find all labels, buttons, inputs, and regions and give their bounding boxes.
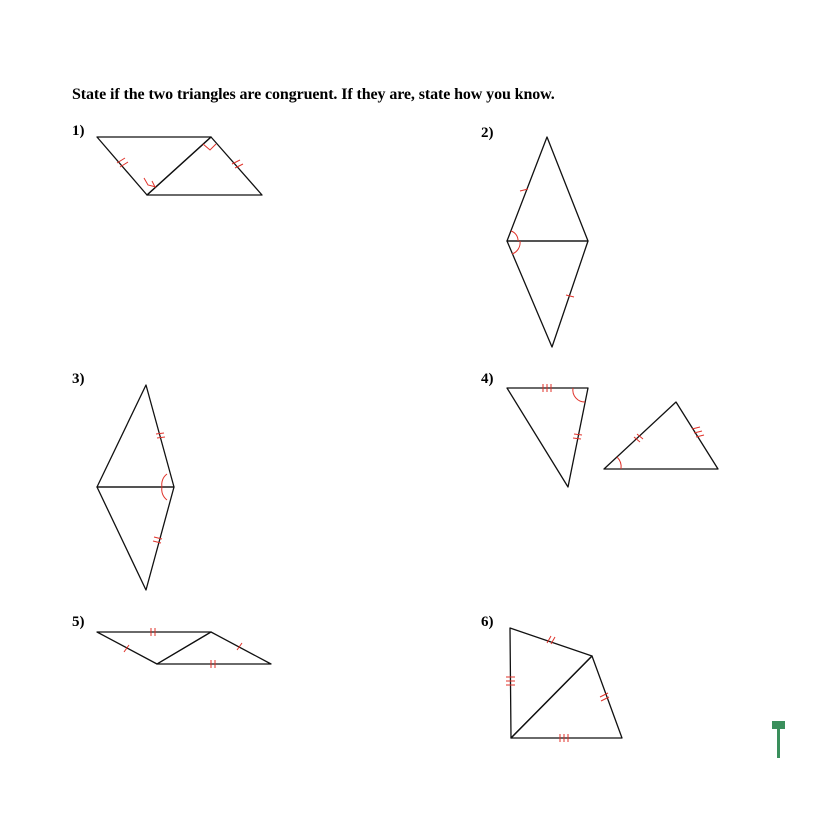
figure-3-marks [153,433,167,543]
problem-number-1: 1) [72,123,85,139]
figure-6-triangle-b [511,656,622,738]
problem-number-6: 6) [481,614,494,630]
figure-3-triangle-top [97,385,174,487]
figure-2-triangle-top [507,137,588,241]
figure-4-marks [543,384,704,469]
figure-6-marks [506,636,609,742]
figure-3-triangle-bottom [97,487,174,590]
figure-5 [97,628,271,668]
figure-2-triangle-bottom [507,241,588,347]
figure-5-triangle-b [157,632,271,664]
figure-4-triangle-left [507,388,588,487]
problem-number-2: 2) [481,125,494,141]
figure-3 [97,385,174,590]
figure-1 [97,137,262,195]
figure-1-side-ticks [117,158,243,168]
instructions-heading: State if the two triangles are congruent. If they are, state how you know. [72,86,555,103]
flag-marker-icon [772,721,785,758]
figure-4 [507,384,718,487]
problem-number-4: 4) [481,371,494,387]
figure-5-triangle-a [97,632,211,664]
problem-number-5: 5) [72,614,85,630]
problem-number-3: 3) [72,371,85,387]
figure-2 [507,137,588,347]
figure-6 [506,628,622,742]
figure-6-triangle-a [510,628,592,738]
